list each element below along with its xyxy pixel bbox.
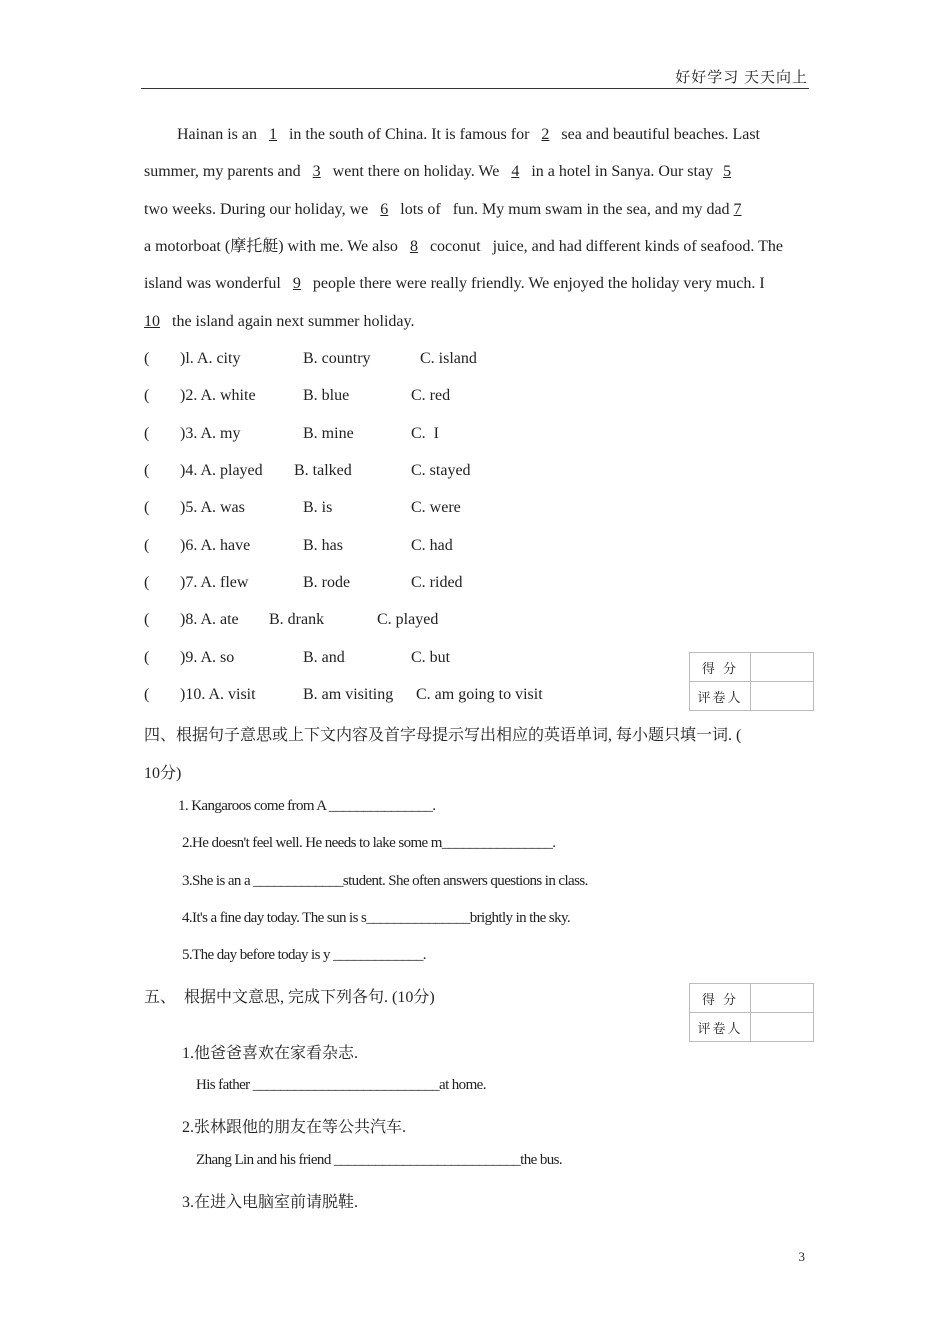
choice-option-b: B. country <box>303 350 371 367</box>
blank-3: 3 <box>312 163 321 180</box>
score-label: 得 分 <box>690 984 751 1013</box>
translate-item-en: His father ___________________________at home. <box>196 1077 486 1093</box>
choice-option-c: C. stayed <box>411 462 471 479</box>
header-motto: 好好学习 天天向上 <box>675 70 808 86</box>
passage-line: island was wonderful 9 people there were really friendly. We enjoyed the holiday very much. I <box>144 275 765 292</box>
grader-cell[interactable] <box>751 1013 814 1042</box>
choice-paren[interactable]: ( <box>144 387 150 404</box>
choice-option-c: C. were <box>411 499 461 516</box>
translate-item-cn: 3.在进入电脑室前请脱鞋. <box>182 1194 359 1211</box>
choice-option-c: C. am going to visit <box>416 686 543 703</box>
choice-option-b: B. has <box>303 537 343 554</box>
section-4-title: 四、根据句子意思或上下文内容及首字母提示写出相应的英语单词, 每小题只填一词. ( <box>144 727 742 744</box>
choice-option-b: B. talked <box>294 462 352 479</box>
translate-item-en: Zhang Lin and his friend ___________________________the bus. <box>196 1152 563 1168</box>
choice-option-a: )7. A. flew <box>180 574 249 591</box>
score-cell[interactable] <box>751 653 814 682</box>
choice-option-a: )6. A. have <box>180 537 251 554</box>
choice-option-a: )9. A. so <box>180 649 235 666</box>
choice-paren[interactable]: ( <box>144 686 150 703</box>
choice-option-a: )10. A. visit <box>180 686 256 703</box>
choice-option-b: B. rode <box>303 574 351 591</box>
choice-option-a: )3. A. my <box>180 425 241 442</box>
choice-paren[interactable]: ( <box>144 462 150 479</box>
passage-line: summer, my parents and 3 went there on holiday. We 4 in a hotel in Sanya. Our stay 5 <box>144 163 732 180</box>
choice-option-a: )8. A. ate <box>180 611 239 628</box>
choice-option-b: B. drank <box>269 611 325 628</box>
choice-paren[interactable]: ( <box>144 350 150 367</box>
score-cell[interactable] <box>751 984 814 1013</box>
blank-5: 5 <box>723 163 732 180</box>
passage-line: Hainan is an 1 in the south of China. It is famous for 2 sea and beautiful beaches. Last <box>177 126 760 143</box>
fill-item: 3.She is an a _____________student. She often answers questions in class. <box>182 873 588 889</box>
choice-option-c: C. played <box>377 611 439 628</box>
choice-option-a: )2. A. white <box>180 387 256 404</box>
passage-line: two weeks. During our holiday, we 6 lots of fun. My mum swam in the sea, and my dad 7 <box>144 201 742 218</box>
page-number: 3 <box>798 1249 805 1264</box>
choice-option-c: C. rided <box>411 574 463 591</box>
blank-10: 10 <box>144 313 160 330</box>
section-5-title: 五、 根据中文意思, 完成下列各句. (10分) <box>144 989 435 1006</box>
choice-option-c: C. but <box>411 649 451 666</box>
blank-1: 1 <box>268 126 277 143</box>
choice-option-c: C. island <box>420 350 477 367</box>
choice-option-b: B. blue <box>303 387 350 404</box>
passage-line: a motorboat (摩托艇) with me. We also 8 coconut juice, and had different kinds of seafood. The <box>144 238 784 255</box>
grader-label: 评卷人 <box>690 1013 751 1042</box>
section-4-title-cont: 10分) <box>144 765 182 782</box>
blank-8: 8 <box>409 238 418 255</box>
score-label: 得 分 <box>690 653 751 682</box>
choice-option-a: )5. A. was <box>180 499 245 516</box>
translate-item-cn: 2.张林跟他的朋友在等公共汽车. <box>182 1119 407 1136</box>
choice-option-b: B. mine <box>303 425 354 442</box>
score-box <box>689 652 814 711</box>
choice-option-a: )l. A. city <box>180 350 241 367</box>
fill-item: 4.It's a fine day today. The sun is s_______________brightly in the sky. <box>182 910 571 926</box>
fill-item: 5.The day before today is y _____________. <box>182 947 426 963</box>
choice-option-c: C. I <box>411 425 439 442</box>
score-box <box>689 983 814 1042</box>
choice-option-c: C. had <box>411 537 453 554</box>
fill-item: 1. Kangaroos come from A _______________. <box>178 798 436 814</box>
choice-paren[interactable]: ( <box>144 537 150 554</box>
blank-6: 6 <box>380 201 389 218</box>
translate-item-cn: 1.他爸爸喜欢在家看杂志. <box>182 1045 359 1062</box>
blank-4: 4 <box>511 163 520 180</box>
choice-option-a: )4. A. played <box>180 462 263 479</box>
choice-paren[interactable]: ( <box>144 649 150 666</box>
blank-9: 9 <box>292 275 301 292</box>
choice-option-b: B. and <box>303 649 345 666</box>
choice-paren[interactable]: ( <box>144 574 150 591</box>
grader-label: 评卷人 <box>690 682 751 711</box>
blank-7: 7 <box>733 201 742 218</box>
choice-option-b: B. am visiting <box>303 686 394 703</box>
choice-paren[interactable]: ( <box>144 425 150 442</box>
header-rule <box>141 88 809 89</box>
fill-item: 2.He doesn't feel well. He needs to lake some m________________. <box>182 835 556 851</box>
choice-option-c: C. red <box>411 387 451 404</box>
blank-2: 2 <box>541 126 550 143</box>
passage-line: 10 the island again next summer holiday. <box>144 313 415 330</box>
grader-cell[interactable] <box>751 682 814 711</box>
choice-paren[interactable]: ( <box>144 611 150 628</box>
choice-option-b: B. is <box>303 499 333 516</box>
choice-paren[interactable]: ( <box>144 499 150 516</box>
